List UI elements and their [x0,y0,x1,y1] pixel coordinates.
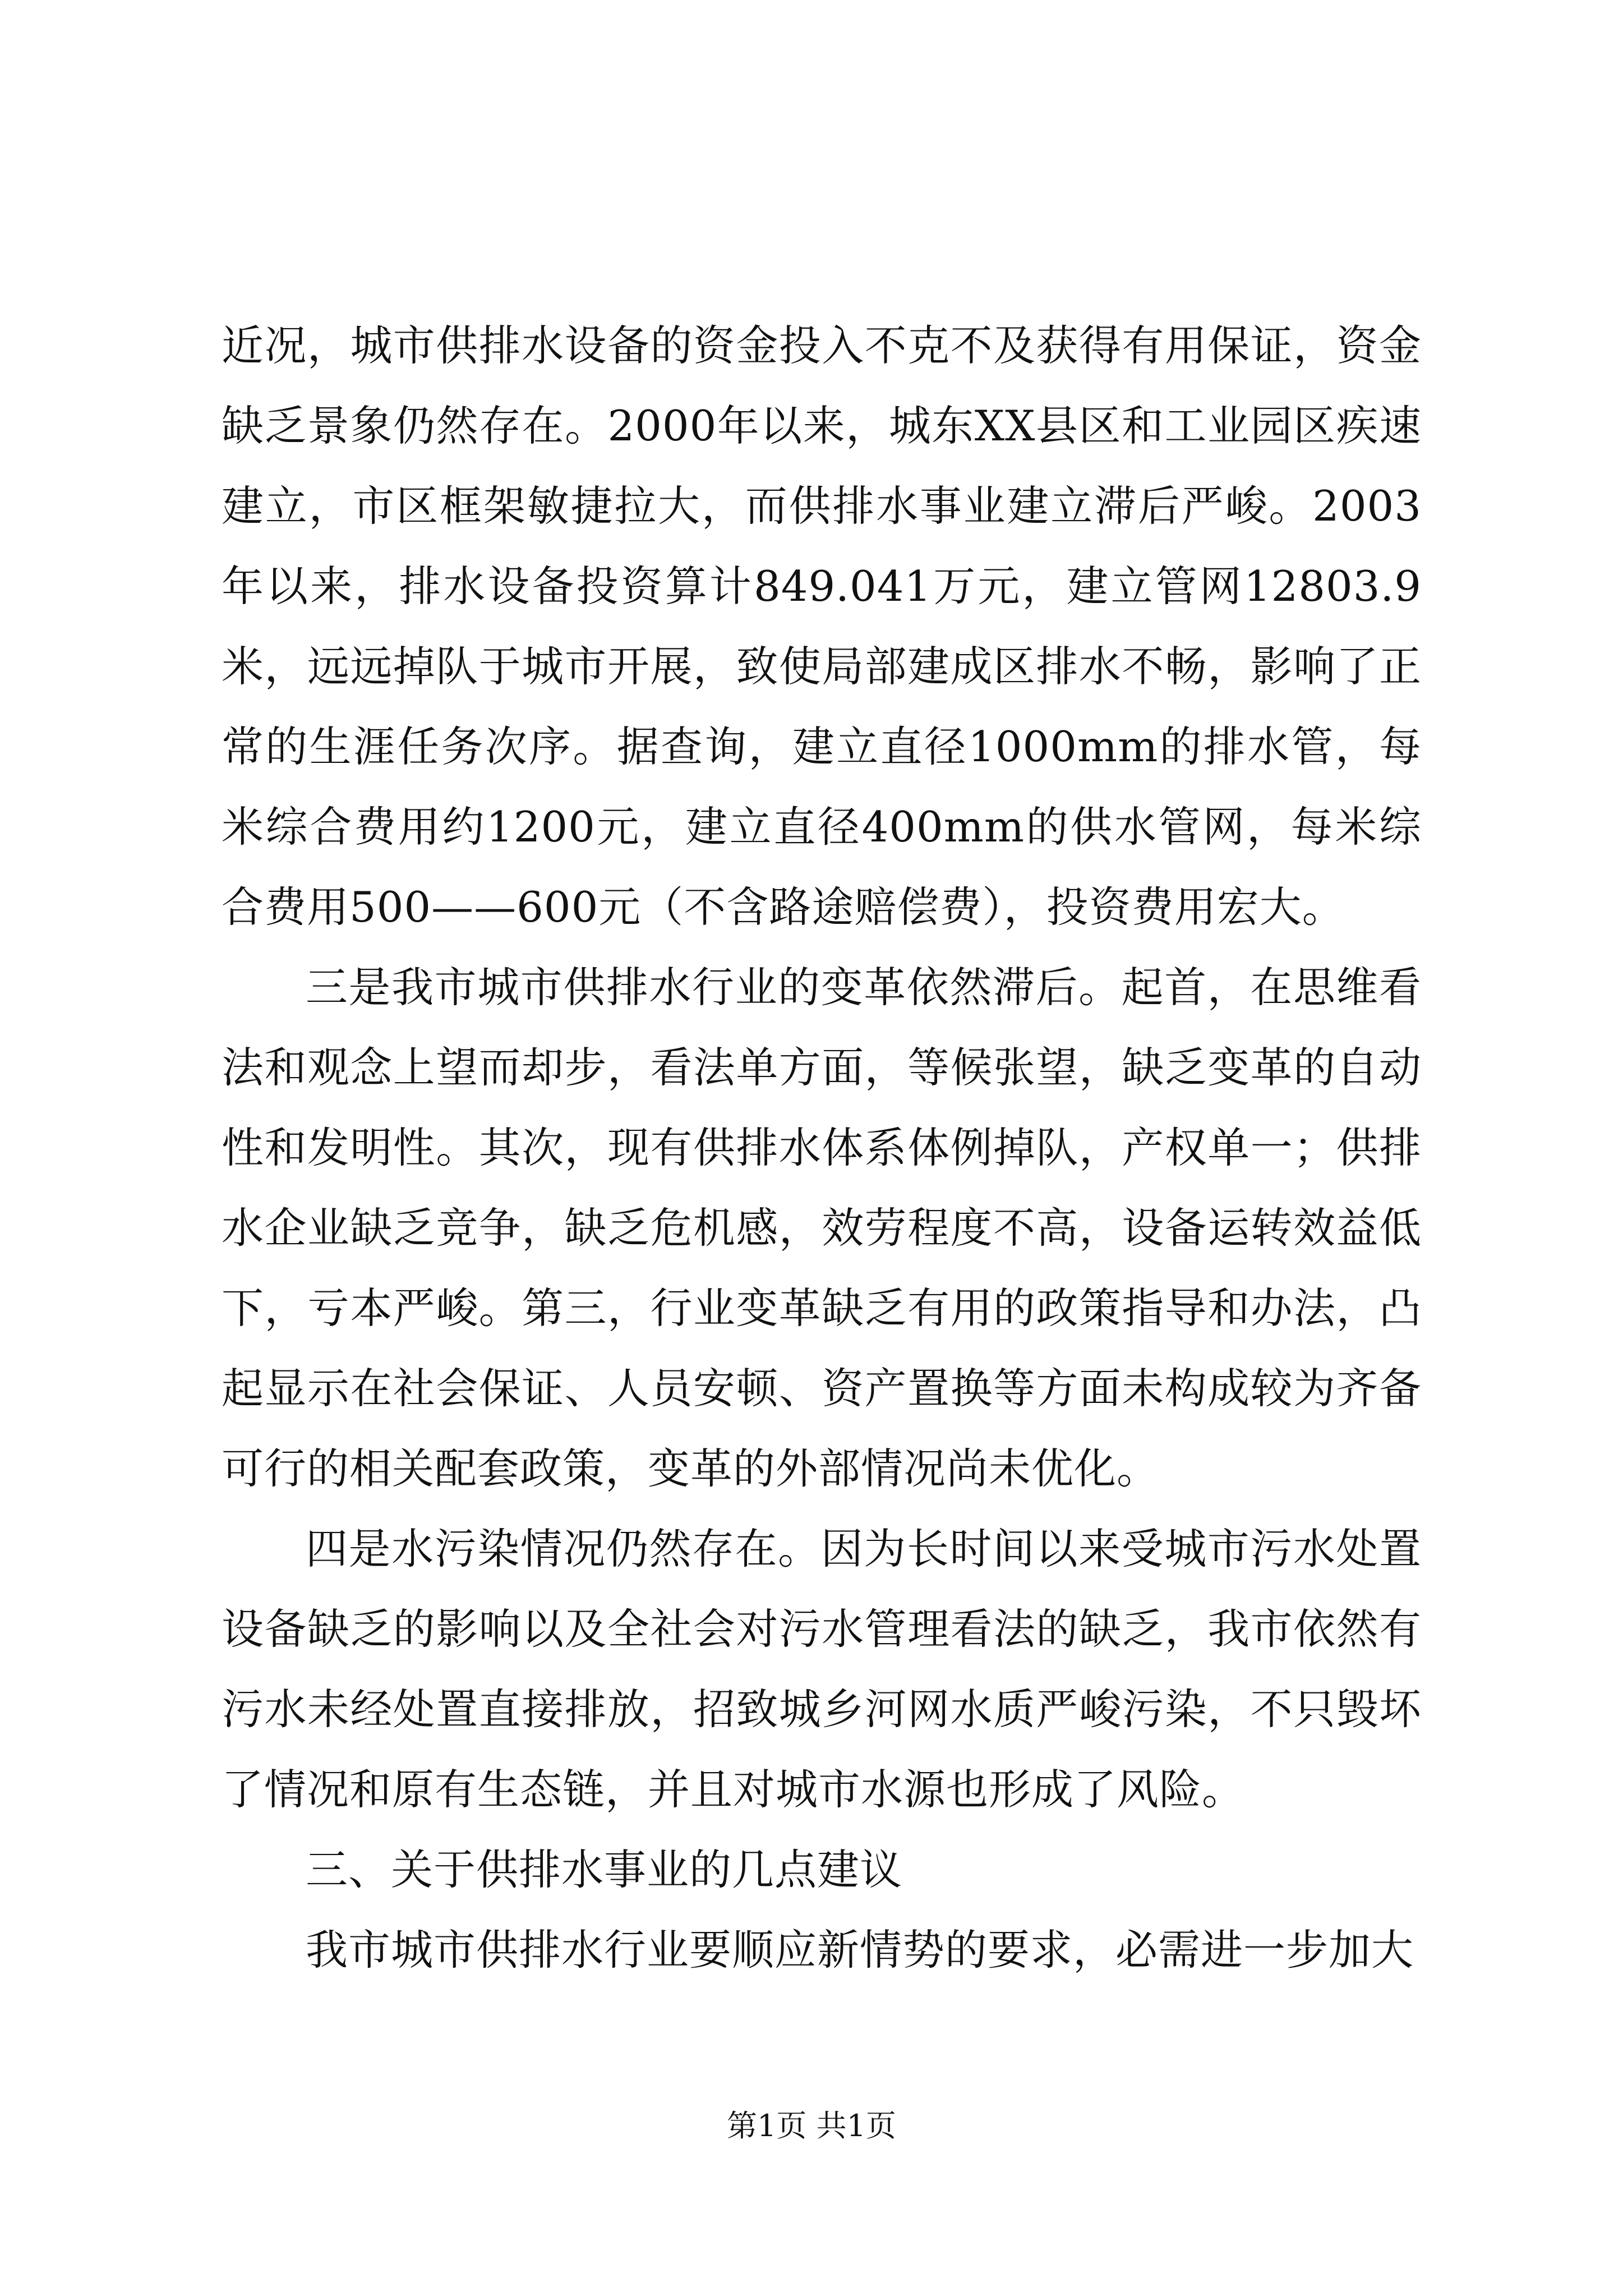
paragraph-funding: 近况，城市供排水设备的资金投入不克不及获得有用保证，资金缺乏景象仍然存在。2000年以来，城东XX县区和工业园区疾速建立，市区框架敏捷拉大，而供排水事业建立滞后严峻。2003年以来，排水设备投资算计849.041万元，建立管网12803.9米，远远掉队于城市开展，致使局部建成区排水不畅，影响了正常的生涯任务次序。据查询，建立直径1000mm的排水管，每米综合费用约1200元，建立直径400mm的供水管网，每米综合费用500——600元（不含路途赔偿费），投资费用宏大。 [222,321,1422,932]
paragraph-pollution: 四是水污染情况仍然存在。因为长时间以来受城市污水处置设备缺乏的影响以及全社会对污水管理看法的缺乏，我市依然有污水未经处置直接排放，招致城乡河网水质严峻污染，不只毁坏了情况和原有生态链，并且对城市水源也形成了风险。 [222,1524,1422,1814]
page-number-footer: 第1页 共1页 [727,2108,896,2143]
section-heading-suggestions: 三、关于供排水事业的几点建议 [306,1845,903,1894]
paragraph-reform: 三是我市城市供排水行业的变革依然滞后。起首，在思维看法和观念上望而却步，看法单方面，等候张望，缺乏变革的自动性和发明性。其次，现有供排水体系体例掉队，产权单一；供排水企业缺乏竞争，缺乏危机感，效劳程度不高，设备运转效益低下，亏本严峻。第三，行业变革缺乏有用的政策指导和办法，凸起显示在社会保证、人员安顿、资产置换等方面未构成较为齐备可行的相关配套政策，变革的外部情况尚未优化。 [222,963,1422,1493]
document-body [222,306,1422,1990]
paragraph-suggestions: 我市城市供排水行业要顺应新情势的要求，必需进一步加大 [306,1925,1414,1975]
